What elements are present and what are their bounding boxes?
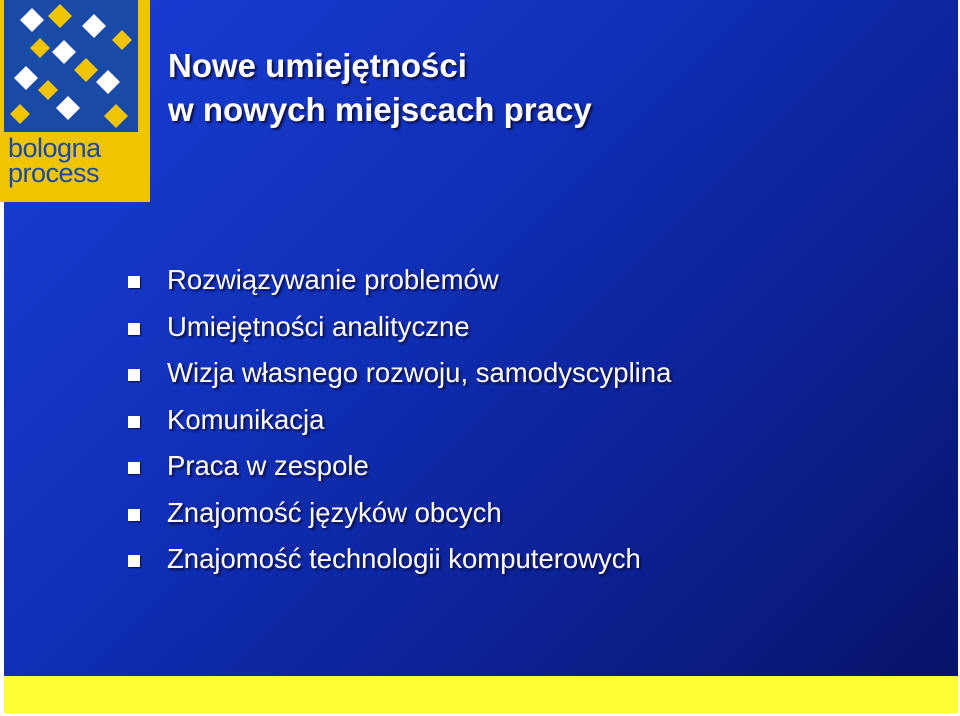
bullet-square-icon xyxy=(128,509,140,521)
bullet-square-icon xyxy=(128,276,140,288)
bullet-item xyxy=(128,258,671,305)
footer-bar xyxy=(4,676,958,713)
bullet-square-icon xyxy=(128,555,140,567)
bullet-text: Znajomość technologii komputerowych xyxy=(167,543,641,574)
logo-wordmark xyxy=(8,133,142,188)
bullet-text: Praca w zespole xyxy=(167,450,369,481)
logo-star-pattern xyxy=(4,0,138,132)
bullet-square-icon xyxy=(128,369,140,381)
bullet-square-icon xyxy=(128,462,140,474)
title-line-1: Nowe umiejętności xyxy=(168,47,467,84)
bullet-text: Rozwiązywanie problemów xyxy=(167,264,499,295)
bullet-item xyxy=(128,351,671,398)
bullet-item xyxy=(128,444,671,491)
bullet-text: Umiejętności analityczne xyxy=(167,310,470,342)
bullet-text: Wizja własnego rozwoju, samodyscyplina xyxy=(167,357,672,388)
title-line-2: w nowych miejscach pracy xyxy=(168,91,592,128)
bullet-square-icon xyxy=(128,323,140,335)
logo-line-1: bologna xyxy=(8,133,101,163)
bullet-item xyxy=(128,398,671,445)
bologna-process-logo xyxy=(0,0,150,202)
bullet-text: Komunikacja xyxy=(167,403,325,435)
logo-line-2: process xyxy=(8,158,100,188)
bullet-square-icon xyxy=(128,416,140,428)
bullet-item xyxy=(128,537,671,584)
bullet-list xyxy=(128,258,671,584)
bullet-item xyxy=(128,305,671,352)
bullet-item xyxy=(128,491,671,538)
bullet-text: Znajomość języków obcych xyxy=(167,496,502,528)
stars-icon xyxy=(4,0,138,132)
page-title xyxy=(168,44,592,132)
